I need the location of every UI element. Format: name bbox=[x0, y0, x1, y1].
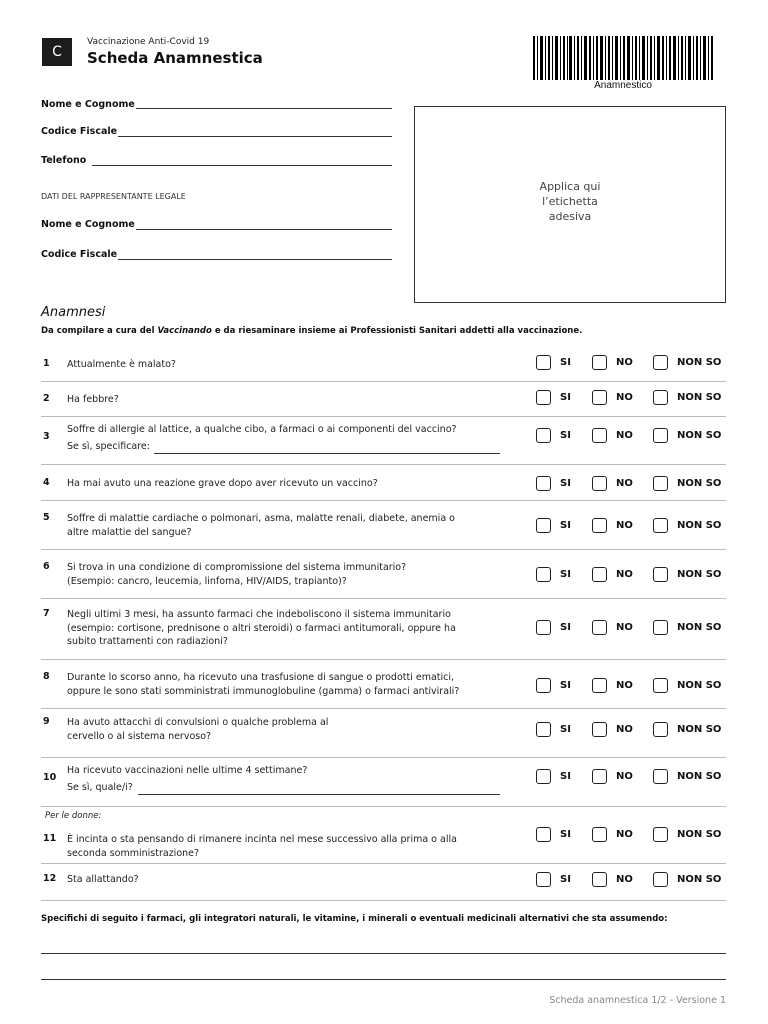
question-number: 2 bbox=[43, 393, 50, 404]
checkbox-label: NO bbox=[616, 569, 633, 580]
checkbox-yes[interactable] bbox=[536, 355, 551, 370]
answer-option-yes[interactable] bbox=[536, 872, 571, 887]
checkbox-dontknow[interactable] bbox=[653, 567, 668, 582]
question-number: 7 bbox=[43, 608, 50, 619]
section-letter-badge: C bbox=[42, 38, 72, 66]
answer-option-no[interactable] bbox=[592, 355, 633, 370]
answer-option-dontknow[interactable] bbox=[653, 428, 721, 443]
checkbox-label: SI bbox=[560, 874, 571, 885]
patient-name-label: Nome e Cognome bbox=[41, 99, 135, 110]
question-text: Soffre di allergie al lattice, a qualche cibo, a farmaci o ai componenti del vaccino? bbox=[67, 424, 457, 435]
checkbox-dontknow[interactable] bbox=[653, 827, 668, 842]
answer-option-dontknow[interactable] bbox=[653, 722, 721, 737]
question-followup-label: Se sì, specificare: bbox=[67, 441, 150, 452]
question-followup-label: Se sì, quale/i? bbox=[67, 782, 133, 793]
answer-option-yes[interactable] bbox=[536, 769, 571, 784]
question-text: Ha febbre? bbox=[67, 394, 119, 405]
checkbox-yes[interactable] bbox=[536, 620, 551, 635]
anamnesi-title: Anamnesi bbox=[41, 305, 106, 320]
anamnesi-description: Da compilare a cura del Vaccinando e da riesaminare insieme ai Professionisti Sanitari addetti alla vaccinazione. bbox=[41, 326, 583, 336]
question-row-8 bbox=[41, 661, 726, 709]
answer-option-dontknow[interactable] bbox=[653, 620, 721, 635]
checkbox-label: NON SO bbox=[677, 357, 722, 368]
checkbox-label: NO bbox=[616, 680, 633, 691]
answer-option-dontknow[interactable] bbox=[653, 476, 721, 491]
women-section-label: Per le donne: bbox=[45, 811, 102, 821]
medications-line-1[interactable] bbox=[41, 953, 726, 954]
answer-option-no[interactable] bbox=[592, 872, 633, 887]
question-row-11 bbox=[41, 808, 726, 864]
answer-option-yes[interactable] bbox=[536, 390, 571, 405]
answer-option-yes[interactable] bbox=[536, 722, 571, 737]
checkbox-no[interactable] bbox=[592, 827, 607, 842]
checkbox-label: NO bbox=[616, 478, 633, 489]
sticker-instruction: Applica qui l’etichetta adesiva bbox=[539, 180, 601, 223]
answer-option-yes[interactable] bbox=[536, 428, 571, 443]
checkbox-yes[interactable] bbox=[536, 827, 551, 842]
page-footer: Scheda anamnestica 1/2 - Versione 1 bbox=[549, 995, 726, 1006]
question-row-3 bbox=[41, 418, 726, 465]
sticker-box bbox=[414, 106, 726, 303]
question-number: 6 bbox=[43, 561, 50, 572]
checkbox-yes[interactable] bbox=[536, 518, 551, 533]
checkbox-dontknow[interactable] bbox=[653, 518, 668, 533]
form-title: Scheda Anamnestica bbox=[87, 49, 263, 67]
checkbox-label: NO bbox=[616, 392, 633, 403]
checkbox-no[interactable] bbox=[592, 428, 607, 443]
checkbox-dontknow[interactable] bbox=[653, 722, 668, 737]
checkbox-label: SI bbox=[560, 569, 571, 580]
checkbox-label: SI bbox=[560, 724, 571, 735]
checkbox-dontknow[interactable] bbox=[653, 390, 668, 405]
question-number: 9 bbox=[43, 716, 50, 727]
answer-option-no[interactable] bbox=[592, 678, 633, 693]
checkbox-yes[interactable] bbox=[536, 428, 551, 443]
answer-option-no[interactable] bbox=[592, 567, 633, 582]
legal-rep-fiscal-code-label: Codice Fiscale bbox=[41, 249, 118, 260]
checkbox-label: NO bbox=[616, 724, 633, 735]
question-number: 8 bbox=[43, 671, 50, 682]
checkbox-label: NON SO bbox=[677, 680, 722, 691]
answer-option-dontknow[interactable] bbox=[653, 355, 721, 370]
answer-option-yes[interactable] bbox=[536, 678, 571, 693]
checkbox-no[interactable] bbox=[592, 567, 607, 582]
question-number: 3 bbox=[43, 431, 50, 442]
question-row-1 bbox=[41, 348, 726, 382]
question-text: Soffre di malattie cardiache o polmonari, asma, malatte renali, diabete, anemia o altre malattie del sangue? bbox=[67, 513, 455, 538]
checkbox-dontknow[interactable] bbox=[653, 769, 668, 784]
checkbox-yes[interactable] bbox=[536, 567, 551, 582]
question-number: 1 bbox=[43, 358, 50, 369]
checkbox-label: NO bbox=[616, 622, 633, 633]
checkbox-yes[interactable] bbox=[536, 678, 551, 693]
question-row-5 bbox=[41, 502, 726, 550]
checkbox-dontknow[interactable] bbox=[653, 678, 668, 693]
question-text: Ha ricevuto vaccinazioni nelle ultime 4 settimane? bbox=[67, 765, 308, 776]
checkbox-label: SI bbox=[560, 680, 571, 691]
answer-option-no[interactable] bbox=[592, 390, 633, 405]
checkbox-label: NO bbox=[616, 520, 633, 531]
patient-phone-label: Telefono bbox=[41, 155, 87, 166]
checkbox-label: NO bbox=[616, 829, 633, 840]
question-text: Ha avuto attacchi di convulsioni o qualche problema al cervello o al sistema nervoso? bbox=[67, 717, 329, 742]
checkbox-no[interactable] bbox=[592, 678, 607, 693]
patient-name-field[interactable] bbox=[136, 108, 392, 109]
answer-option-no[interactable] bbox=[592, 827, 633, 842]
checkbox-yes[interactable] bbox=[536, 722, 551, 737]
patient-phone-field[interactable] bbox=[92, 165, 392, 166]
legal-rep-fiscal-code-field[interactable] bbox=[118, 259, 392, 260]
barcode-image bbox=[533, 36, 713, 80]
checkbox-label: NON SO bbox=[677, 430, 722, 441]
checkbox-no[interactable] bbox=[592, 518, 607, 533]
checkbox-label: NON SO bbox=[677, 392, 722, 403]
question-text: Attualmente è malato? bbox=[67, 359, 176, 370]
checkbox-label: NON SO bbox=[677, 622, 722, 633]
checkbox-label: SI bbox=[560, 392, 571, 403]
answer-option-dontknow[interactable] bbox=[653, 518, 721, 533]
checkbox-label: NON SO bbox=[677, 829, 722, 840]
answer-option-no[interactable] bbox=[592, 428, 633, 443]
answer-option-no[interactable] bbox=[592, 769, 633, 784]
question-text: Durante lo scorso anno, ha ricevuto una trasfusione di sangue o prodotti ematici, oppure le sono stati somministrati immunoglobuline (gamma) o farmaci antivirali? bbox=[67, 672, 460, 697]
checkbox-yes[interactable] bbox=[536, 476, 551, 491]
answer-option-dontknow[interactable] bbox=[653, 567, 721, 582]
answer-option-no[interactable] bbox=[592, 518, 633, 533]
answer-option-no[interactable] bbox=[592, 620, 633, 635]
checkbox-no[interactable] bbox=[592, 872, 607, 887]
question-followup-field[interactable] bbox=[154, 453, 500, 454]
checkbox-label: NON SO bbox=[677, 520, 722, 531]
checkbox-label: SI bbox=[560, 771, 571, 782]
checkbox-label: NON SO bbox=[677, 724, 722, 735]
question-row-7 bbox=[41, 600, 726, 660]
question-number: 5 bbox=[43, 512, 50, 523]
checkbox-label: SI bbox=[560, 478, 571, 489]
checkbox-label: SI bbox=[560, 829, 571, 840]
form-supertitle: Vaccinazione Anti-Covid 19 bbox=[87, 37, 210, 47]
answer-option-yes[interactable] bbox=[536, 355, 571, 370]
answer-option-dontknow[interactable] bbox=[653, 769, 721, 784]
question-text: Ha mai avuto una reazione grave dopo aver ricevuto un vaccino? bbox=[67, 478, 378, 489]
checkbox-label: SI bbox=[560, 357, 571, 368]
answer-option-yes[interactable] bbox=[536, 567, 571, 582]
question-row-6 bbox=[41, 551, 726, 599]
question-text: È incinta o sta pensando di rimanere incinta nel mese successivo alla prima o alla seconda somministrazione? bbox=[67, 834, 457, 859]
question-row-2 bbox=[41, 383, 726, 417]
medications-line-2[interactable] bbox=[41, 979, 726, 980]
checkbox-yes[interactable] bbox=[536, 769, 551, 784]
legal-rep-name-label: Nome e Cognome bbox=[41, 219, 135, 230]
checkbox-yes[interactable] bbox=[536, 872, 551, 887]
question-number: 12 bbox=[43, 873, 57, 884]
question-number: 11 bbox=[43, 833, 57, 844]
checkbox-label: NO bbox=[616, 430, 633, 441]
checkbox-dontknow[interactable] bbox=[653, 355, 668, 370]
checkbox-no[interactable] bbox=[592, 390, 607, 405]
checkbox-no[interactable] bbox=[592, 722, 607, 737]
patient-fiscal-code-field[interactable] bbox=[118, 136, 392, 137]
checkbox-label: NON SO bbox=[677, 771, 722, 782]
answer-option-yes[interactable] bbox=[536, 518, 571, 533]
checkbox-label: SI bbox=[560, 520, 571, 531]
checkbox-label: NON SO bbox=[677, 569, 722, 580]
question-text: Negli ultimi 3 mesi, ha assunto farmaci che indeboliscono il sistema immunitario (esempio: cortisone, prednisone o altri steroidi) o farmaci antitumorali, oppure ha subito trattamenti con radiazioni? bbox=[67, 609, 456, 647]
question-text: Sta allattando? bbox=[67, 874, 139, 885]
question-number: 4 bbox=[43, 477, 50, 488]
checkbox-dontknow[interactable] bbox=[653, 872, 668, 887]
answer-option-dontknow[interactable] bbox=[653, 390, 721, 405]
medications-instruction: Specifichi di seguito i farmaci, gli integratori naturali, le vitamine, i minerali o eventuali medicinali alternativi che sta assumendo: bbox=[41, 914, 668, 924]
checkbox-no[interactable] bbox=[592, 620, 607, 635]
question-row-4 bbox=[41, 466, 726, 501]
checkbox-label: NO bbox=[616, 357, 633, 368]
answer-option-dontknow[interactable] bbox=[653, 872, 721, 887]
legal-rep-name-field[interactable] bbox=[136, 229, 392, 230]
checkbox-dontknow[interactable] bbox=[653, 620, 668, 635]
question-text: Si trova in una condizione di compromissione del sistema immunitario? (Esempio: cancro, leucemia, linfoma, HIV/AIDS, trapianto)? bbox=[67, 562, 407, 587]
answer-option-no[interactable] bbox=[592, 476, 633, 491]
checkbox-label: SI bbox=[560, 430, 571, 441]
question-number: 10 bbox=[43, 772, 57, 783]
question-row-12 bbox=[41, 865, 726, 901]
answer-option-dontknow[interactable] bbox=[653, 678, 721, 693]
question-row-9 bbox=[41, 710, 726, 758]
checkbox-no[interactable] bbox=[592, 355, 607, 370]
answer-option-dontknow[interactable] bbox=[653, 827, 721, 842]
answer-option-yes[interactable] bbox=[536, 476, 571, 491]
answer-option-no[interactable] bbox=[592, 722, 633, 737]
checkbox-dontknow[interactable] bbox=[653, 476, 668, 491]
checkbox-no[interactable] bbox=[592, 769, 607, 784]
checkbox-label: NO bbox=[616, 771, 633, 782]
checkbox-no[interactable] bbox=[592, 476, 607, 491]
checkbox-label: NO bbox=[616, 874, 633, 885]
question-followup-field[interactable] bbox=[138, 794, 500, 795]
legal-rep-section-label: DATI DEL RAPPRESENTANTE LEGALE bbox=[41, 192, 186, 201]
checkbox-yes[interactable] bbox=[536, 390, 551, 405]
checkbox-dontknow[interactable] bbox=[653, 428, 668, 443]
question-row-10 bbox=[41, 759, 726, 807]
patient-fiscal-code-label: Codice Fiscale bbox=[41, 126, 118, 137]
barcode-label: Anamnestico bbox=[594, 80, 652, 91]
checkbox-label: NON SO bbox=[677, 874, 722, 885]
answer-option-yes[interactable] bbox=[536, 827, 571, 842]
answer-option-yes[interactable] bbox=[536, 620, 571, 635]
checkbox-label: NON SO bbox=[677, 478, 722, 489]
checkbox-label: SI bbox=[560, 622, 571, 633]
